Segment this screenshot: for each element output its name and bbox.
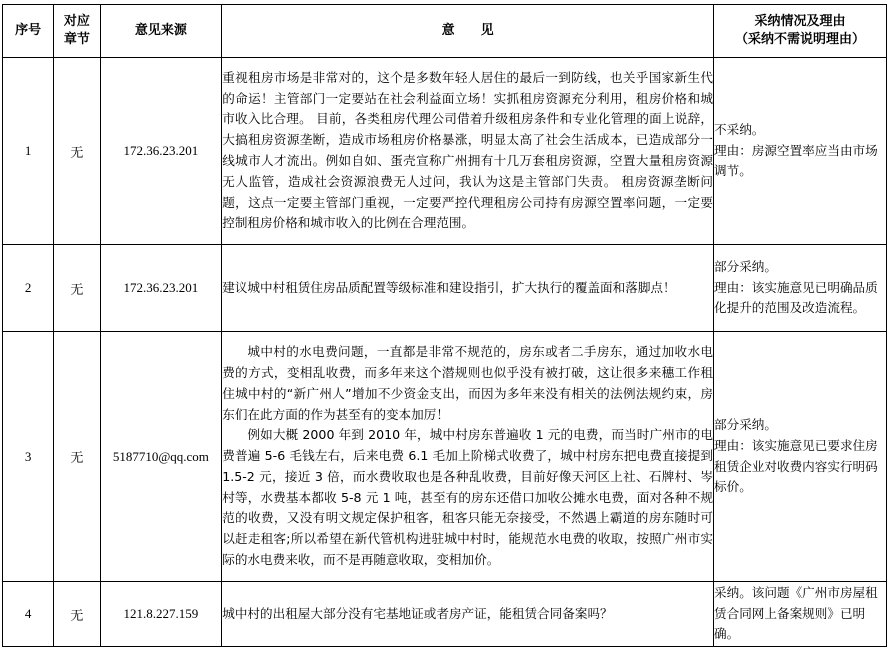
header-adoption-line2: （采纳不需说明理由） [734, 32, 865, 47]
row-chapter: 无 [54, 582, 100, 647]
adoption-reason: 理由：房源空置率应当由市场调节。 [714, 142, 878, 179]
table-row [3, 582, 887, 647]
row-chapter: 无 [54, 58, 100, 245]
row-no: 3 [3, 332, 54, 582]
row-opinion [222, 58, 714, 245]
row-chapter: 无 [54, 245, 100, 332]
header-row [3, 5, 887, 58]
opinion-paragraph: 建议城中村租赁住房品质配置等级标准和建设指引，扩大执行的覆盖面和落脚点！ [222, 279, 676, 295]
row-source: 5187710@qq.com [100, 332, 222, 582]
table-row [3, 332, 887, 582]
adoption-status: 采纳。该问题《广州市房屋租赁合同网上备案规则》已明确。 [714, 584, 878, 642]
row-adoption [714, 58, 887, 245]
header-chapter-line2: 章节 [63, 32, 90, 47]
row-adoption [714, 245, 887, 332]
header-opinion: 意 见 [222, 5, 714, 58]
row-source: 172.36.23.201 [100, 58, 222, 245]
adoption-status: 不采纳。 [714, 121, 765, 137]
adoption-status: 部分采纳。 [714, 258, 777, 274]
row-source: 172.36.23.201 [100, 245, 222, 332]
header-no: 序号 [3, 5, 54, 58]
opinion-paragraph: 重视租房市场是非常对的，这个是多数年轻人居住的最后一到防线，也关乎国家新生代的命运！主管部门一定要站在社会利益面立场！实抓租房资源充分利用，租房价格和城市收入比合理。 目前，各类租房代理公司借着升级租房条件和专业化管理的面上说辞，大搞租房资源垄断，造成市场租房价格暴涨，明显太高了社会生活成本，已造成部分一线城市人才流出。例如自如、蛋壳宣称广州拥有十几万套租房资源，空置大量租房资源无人监管，造成社会资源浪费无人过问，我认为这是主管部门失责。 租房资源垄断问题，这点一定要主管部门重视，一定要严控代理租房公司持有房源空置率问题，一定要控制租房价格和城市收入的比例在合理范围。 [222, 69, 713, 231]
table-row [3, 245, 887, 332]
row-no: 1 [3, 58, 54, 245]
opinion-paragraph: 城中村的水电费问题，一直都是非常不规范的，房东或者二手房东，通过加收水电费的方式，变相乱收费，而多年来这个潜规则也似乎没有被打破，这让很多来穗工作租住城中村的“新广州人”增加不少资金支出，而因为多年来没有相关的法例法规约束，房东们在此方面的作为甚至有的变本加厉！ [222, 344, 713, 422]
row-opinion [222, 582, 714, 647]
row-chapter: 无 [54, 332, 100, 582]
header-chapter-line1: 对应 [63, 14, 90, 29]
table-row [3, 58, 887, 245]
header-adoption [714, 5, 887, 58]
row-adoption [714, 332, 887, 582]
header-adoption-line1: 采纳情况及理由 [754, 14, 846, 29]
opinion-paragraph: 例如大概 2000 年到 2010 年，城中村房东普遍收 1 元的电费，而当时广州市的电费普遍 5-6 毛钱左右，后来电费 6.1 毛加上阶梯式收费了，城中村房东把电费直接提到 1.5-2 元，接近 3 倍，而水费收取也是各种乱收费，目前好像天河区上社、石牌村、岑村等，水费基本都收 5-8 元 1 吨，甚至有的房东还借口加收公摊水电费，面对各种不规范的收费，又没有明文规定保护租客，租客只能无奈接受，不然遇上霸道的房东随时可以赶走租客;所以希望在新代管机构进驻城中村时，能规范水电费的收取，按照广州市实际的水电费来收，而不是再随意收取，变相加价。 [222, 427, 713, 568]
row-no: 4 [3, 582, 54, 647]
adoption-reason: 理由：该实施意见已要求住房租赁企业对收费内容实行明码标价。 [714, 437, 878, 495]
adoption-reason: 理由：该实施意见已明确品质化提升的范围及改造流程。 [714, 279, 878, 316]
adoption-status: 部分采纳。 [714, 416, 777, 432]
row-opinion [222, 245, 714, 332]
header-source: 意见来源 [100, 5, 222, 58]
opinions-table [2, 4, 887, 647]
row-no: 2 [3, 245, 54, 332]
row-opinion [222, 332, 714, 582]
row-source: 121.8.227.159 [100, 582, 222, 647]
row-adoption [714, 582, 887, 647]
header-chapter [54, 5, 100, 58]
opinion-paragraph: 城中村的出租屋大部分没有宅基地证或者房产证，能租赁合同备案吗？ [222, 605, 613, 621]
